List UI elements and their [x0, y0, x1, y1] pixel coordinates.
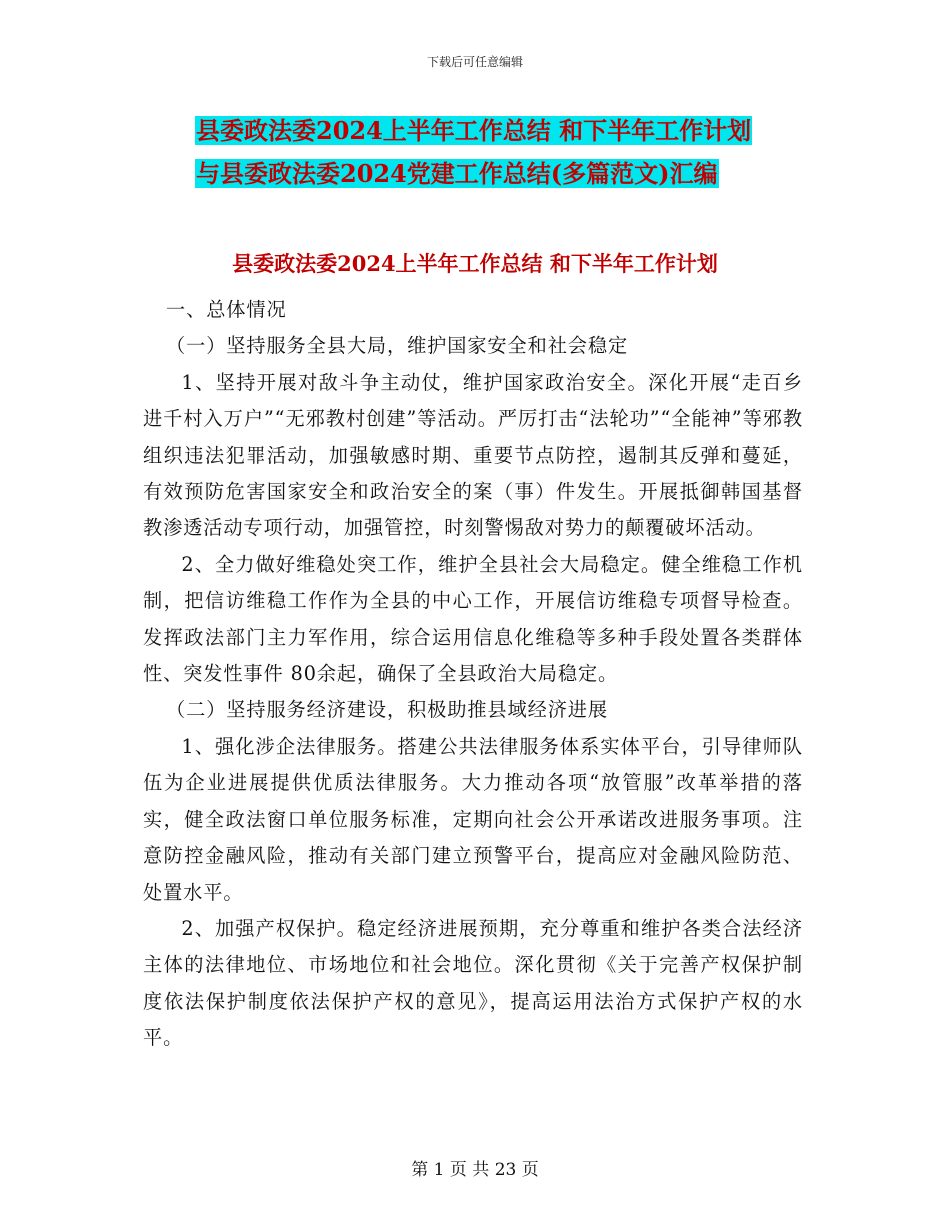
document-title-line-1	[195, 115, 752, 147]
page-header: 下载后可任意编辑	[426, 55, 523, 69]
subheading-2: （二）坚持服务经济建设，积极助推县域经济进展	[166, 698, 608, 722]
paragraph-1: 1、坚持开展对敌斗争主动仗，维护国家政治安全。深化开展“走百乡进千村入万户”“无邪教村创建”等活动。严厉打击“法轮功”“全能神”等邪教组织违法犯罪活动，加强敏感时期、重要节点防控，遏制其反弹和蔓延，有效预防危害国家安全和政治安全的案（事）件发生。开展抵御韩国基督教渗透活动专项行动，加强管控，时刻警惕敌对势力的颠覆破坏活动。	[143, 370, 803, 540]
paragraph-4: 2、加强产权保护。稳定经济进展预期，充分尊重和维护各类合法经济主体的法律地位、市场地位和社会地位。深化贯彻《关于完善产权保护制度依法保护制度依法保护产权的意见》，提高运用法治方式保护产权的水平。	[143, 916, 803, 1050]
subheading-1: （一）坚持服务全县大局，维护国家安全和社会稳定	[166, 334, 629, 358]
page-footer: 第 1 页 共 23 页	[411, 1160, 539, 1180]
title-text-1: 县委政法委2024上半年工作总结 和下半年工作计划	[196, 116, 752, 145]
document-body	[143, 292, 803, 1057]
title-text-2: 与县委政法委2024党建工作总结(多篇范文)汇编	[196, 159, 718, 188]
document-title-line-2	[195, 158, 719, 190]
section-subtitle: 县委政法委2024上半年工作总结 和下半年工作计划	[232, 251, 718, 276]
paragraph-3: 1、强化涉企法律服务。搭建公共法律服务体系实体平台，引导律师队伍为企业进展提供优质法律服务。大力推动各项“放管服”改革举措的落实，健全政法窗口单位服务标准，定期向社会公开承诺改进服务事项。注意防控金融风险，推动有关部门建立预警平台，提高应对金融风险防范、处置水平。	[143, 734, 803, 904]
paragraph-2: 2、全力做好维稳处突工作，维护全县社会大局稳定。健全维稳工作机制，把信访维稳工作作为全县的中心工作，开展信访维稳专项督导检查。发挥政法部门主力军作用，综合运用信息化维稳等多种手段处置各类群体性、突发性事件 80余起，确保了全县政治大局稳定。	[143, 552, 803, 686]
heading-overview: 一、总体情况	[166, 298, 287, 321]
